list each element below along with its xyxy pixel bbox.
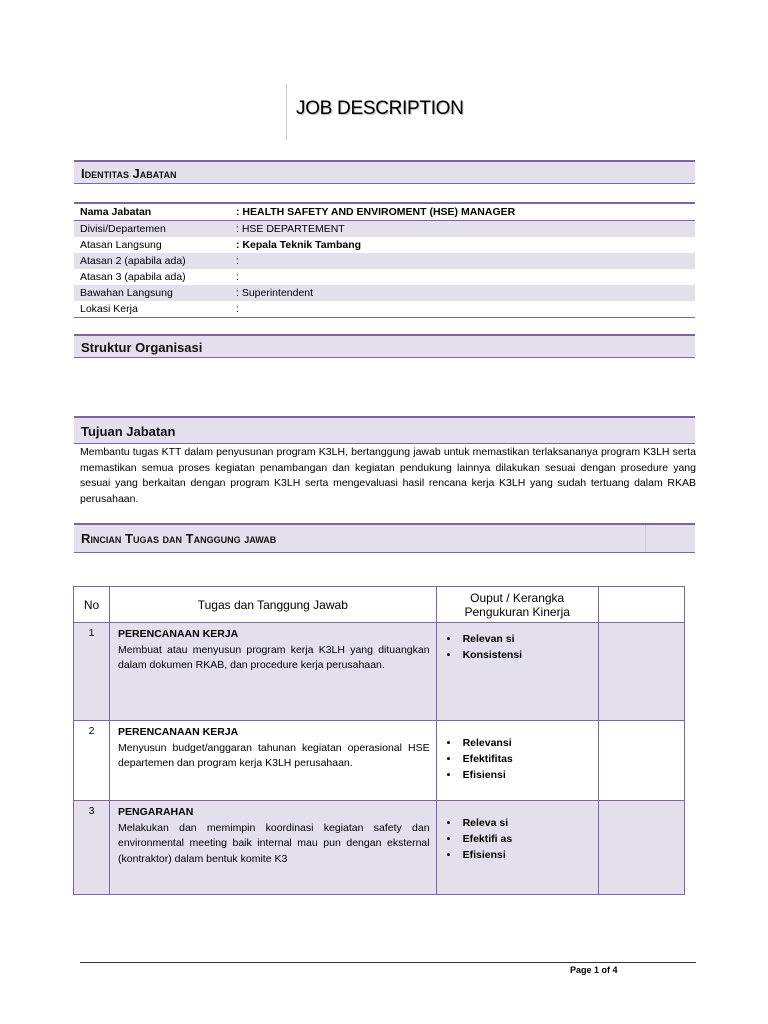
row-no: 3 <box>74 801 110 895</box>
row-no: 2 <box>74 721 110 801</box>
identitas-row <box>74 221 695 238</box>
row-output <box>436 721 598 801</box>
output-item: • Releva si <box>443 815 598 831</box>
section-bar-tail <box>645 525 695 552</box>
output-item: • Konsistensi <box>443 647 598 663</box>
output-item: • Efektifitas <box>443 751 598 767</box>
identitas-row <box>74 269 695 285</box>
identitas-row <box>74 285 695 301</box>
identitas-row <box>74 301 695 318</box>
row-desc <box>110 721 437 801</box>
row-label: Atasan Langsung <box>80 239 162 251</box>
row-output <box>436 623 598 721</box>
row-extra <box>598 623 684 721</box>
page-title: JOB DESCRIPTION <box>296 98 464 119</box>
section-struktur-organisasi <box>74 334 695 358</box>
row-label: Atasan 3 (apabila ada) <box>80 271 186 283</box>
section-identitas-jabatan <box>74 160 695 184</box>
row-desc <box>110 623 437 721</box>
section-heading: Identitas Jabatan <box>81 166 177 181</box>
row-output <box>436 801 598 895</box>
task-desc: Membuat atau menyusun program kerja K3LH yang dituangkan dalam dokumen RKAB, dan procedure kerja perusahaan. <box>118 643 430 671</box>
identitas-row <box>74 237 695 253</box>
identitas-table <box>74 202 695 318</box>
table-row <box>74 623 685 721</box>
row-value: : <box>236 303 239 315</box>
col-tugas: Tugas dan Tanggung Jawab <box>110 587 437 623</box>
col-no: No <box>74 587 110 623</box>
section-heading: Tujuan Jabatan <box>81 424 176 439</box>
task-desc: Melakukan dan memimpin koordinasi kegiatan safety dan environmental meeting baik internal mau pun dengan eksternal (kontraktor) dalam bentuk komite K3 <box>118 821 430 865</box>
row-value: : HEALTH SAFETY AND ENVIROMENT (HSE) MANAGER <box>230 203 695 221</box>
col-extra <box>598 587 684 623</box>
section-rincian-tugas <box>74 523 695 553</box>
row-label: Nama Jabatan <box>74 203 230 221</box>
row-value: : <box>230 253 695 269</box>
row-value: : <box>236 271 239 283</box>
row-no: 1 <box>74 623 110 721</box>
identitas-row <box>74 203 695 221</box>
section-heading: Rincian Tugas dan Tanggung jawab <box>81 531 277 546</box>
table-row <box>74 801 685 895</box>
col-output: Ouput / Kerangka Pengukuran Kinerja <box>436 587 598 623</box>
task-head: PERENCANAAN KERJA <box>118 628 239 640</box>
page-number: Page 1 of 4 <box>570 965 618 975</box>
row-label: Lokasi Kerja <box>80 303 138 315</box>
output-item: • Efisiensi <box>443 767 598 783</box>
row-value: : Superintendent <box>230 285 695 301</box>
footer-divider <box>80 962 696 963</box>
tujuan-text: Membantu tugas KTT dalam penyusunan program K3LH, bertanggung jawab untuk memastikan terlaksananya program K3LH serta memastikan semua proses kegiatan penambangan dan kegiatan pendukung lainnya dilakukan sesuai dengan prosedure yang sesuai yang berkaitan dengan program K3LH serta mengevaluasi hasil rencana kerja K3LH yang sudah tertuang dalam RKAB perusahaan. <box>80 446 696 505</box>
title-divider <box>286 84 287 140</box>
section-tujuan-jabatan <box>74 416 695 444</box>
output-item: • Efisiensi <box>443 847 598 863</box>
tasks-table <box>73 586 685 895</box>
task-desc: Menyusun budget/anggaran tahunan kegiatan operasional HSE departemen dan program kerja K3LH perusahaan. <box>118 741 430 769</box>
row-extra <box>598 721 684 801</box>
section-heading: Struktur Organisasi <box>81 340 203 355</box>
row-value: : Kepala Teknik Tambang <box>236 239 362 251</box>
output-item: • Relevan si <box>443 631 598 647</box>
output-item: • Relevansi <box>443 735 598 751</box>
output-item: • Efektifi as <box>443 831 598 847</box>
row-value: : HSE DEPARTEMENT <box>230 221 695 238</box>
identitas-row <box>74 253 695 269</box>
row-extra <box>598 801 684 895</box>
task-head: PERENCANAAN KERJA <box>118 726 239 738</box>
tasks-header-row <box>74 587 685 623</box>
row-label: Bawahan Langsung <box>74 285 230 301</box>
row-label: Atasan 2 (apabila ada) <box>74 253 230 269</box>
row-label: Divisi/Departemen <box>74 221 230 238</box>
row-desc <box>110 801 437 895</box>
table-row <box>74 721 685 801</box>
task-head: PENGARAHAN <box>118 806 194 818</box>
